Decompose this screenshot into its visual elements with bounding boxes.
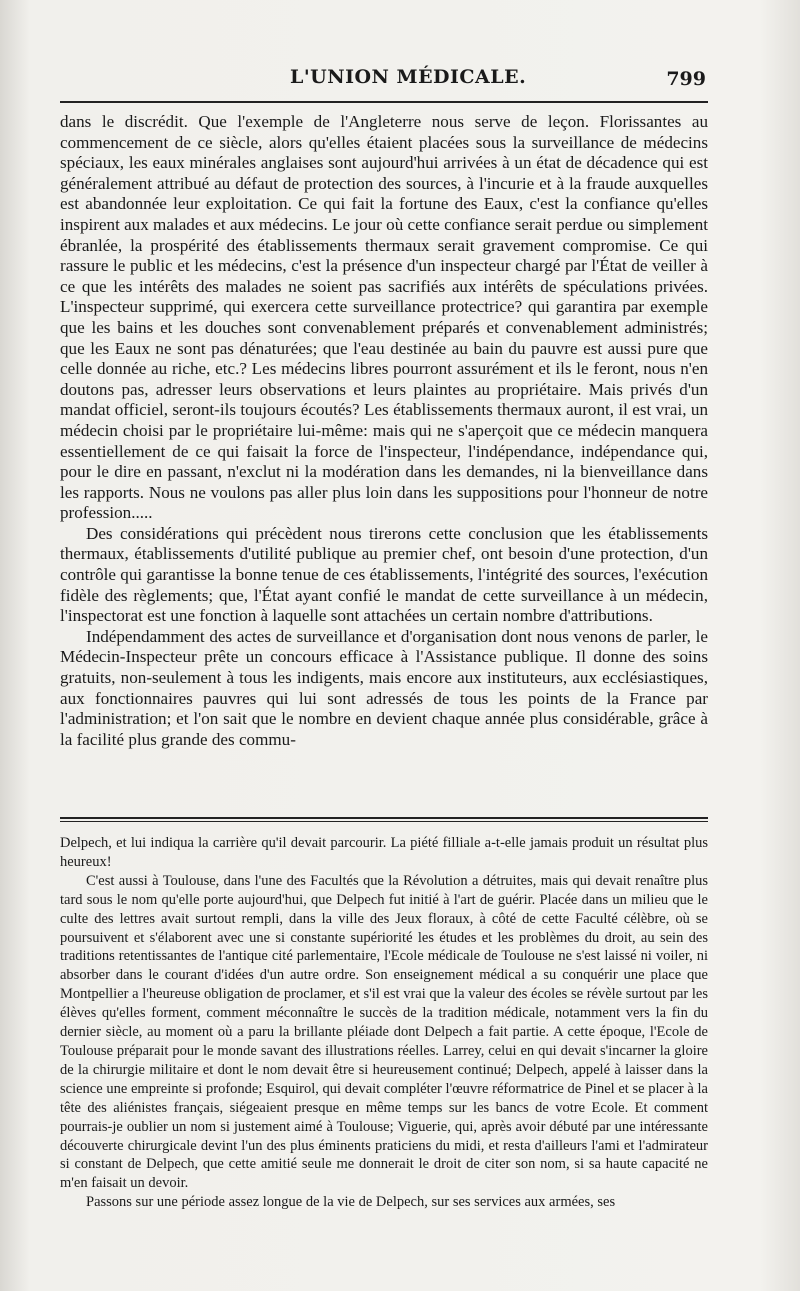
footnote-paragraph: Passons sur une période assez longue de la vie de Delpech, sur ses services aux armées, ses xyxy=(86,1194,616,1211)
footnotes xyxy=(60,834,708,1212)
main-paragraph: Indépendamment des actes de surveillance et d'organisation dont nous venons de parler, le Médecin-Inspecteur prête un concours efficace à l'Assistance publique. Il donne des soins gratuits, non-seulement à tous les indigents, mais encore aux instituteurs, aux ecclésiastiques, aux fonctionnaires pauvres qui lui sont adressés de tous les points de la France par l'administration; et l'on sait que le nombre en devient chaque année plus considérable, grâce à la facilité plus grande des commu- xyxy=(60,626,708,749)
main-text xyxy=(60,112,708,750)
page-number: 799 xyxy=(666,68,706,90)
main-paragraph: dans le discrédit. Que l'exemple de l'Angleterre nous serve de leçon. Florissantes au commencement de ce siècle, alors qu'elles étaient placées sous la surveillance de médecins spéciaux, les eaux minérales anglaises sont aujourd'hui arrivées à un état de décadence qui est généralement attribué au défaut de protection des sources, à l'incurie et à la fraude auxquelles est abandonnée leur exploitation. Ce qui fait la fortune des Eaux, c'est la confiance qu'elles inspirent aux malades et aux médecins. Le jour où cette confiance serait perdue ou simplement ébranlée, la prospérité des établissements thermaux serait gravement compromise. Ce qui rassure le public et les médecins, c'est la présence d'un inspecteur chargé par l'État de veiller à ce que les intérêts des malades ne soient pas sacrifiés aux intérêts de spéculations privées. L'inspecteur supprimé, qui exercera cette surveillance protectrice? qui garantira par exemple que les bains et les douches sont convenablement préparés et convenablement administrés; que les Eaux ne sont pas dénaturées; que l'eau destinée au bain du pauvre est aussi pure que celle donnée au riche, etc.? Les médecins libres pourront assurément et ils le feront, nous n'en doutons pas, adresser leurs observations et leurs plaintes au propriétaire. Mais privés d'un mandat officiel, seront-ils toujours écoutés? Les établissements thermaux auront, il est vrai, un médecin choisi par le propriétaire lui-même: mais qui ne s'aperçoit que ce médecin manquera essentiellement de ce qui faisait la force de l'inspecteur, l'indépendance, indépendance qui, pour le dire en passant, n'exclut ni la modération dans les demandes, ni la bienveillance dans les rapports. Nous ne voulons pas aller plus loin dans les suppositions pour l'honneur de notre profession..... xyxy=(60,112,708,523)
header-rule xyxy=(60,101,708,103)
main-paragraph: Des considérations qui précèdent nous tirerons cette conclusion que les établissements thermaux, établissements d'utilité publique au premier chef, ont besoin d'une protection, d'un contrôle qui garantisse la bonne tenue de ces établissements, l'intégrité des sources, l'exécution fidèle des règlements; que, l'État ayant confié le mandat de cette surveillance à un médecin, l'inspectorat est une fonction à laquelle sont attachées un certain nombre d'attributions. xyxy=(60,523,708,626)
footnote-paragraph: C'est aussi à Toulouse, dans l'une des Facultés que la Révolution a détruites, mais qui devait renaître plus tard sous le nom qu'elle porte aujourd'hui, que Delpech fut initié à l'art de guérir. Placée dans un milieu que le culte des lettres avait surtout rempli, dans la ville des Jeux floraux, à côté de cette Faculté célèbre, où se poursuivent et s'élaborent avec une si constante supériorité les études et les problèmes du droit, au sein des traditions retentissantes de l'antique cité parlementaire, l'Ecole médicale de Toulouse ne s'est laissé ni voiler, ni absorber dans le courant d'idées d'un autre ordre. Son enseignement médical a su conquérir une place que Montpellier a l'heureuse obligation de proclamer, et s'il est vrai que la valeur des écoles se révèle surtout par les élèves qu'elles forment, comment méconnaître le succès de la tradition médicale, notamment vers la fin du dernier siècle, au moment où a paru la brillante pléiade dont Delpech a fait partie. A cette époque, l'Ecole de Toulouse préparait pour le monde savant des illustrations réelles. Larrey, celui en qui devait s'incarner la gloire de la chirurgie militaire et dont le nom devait être si heureusement continué; Delpech, appelé à laisser dans la science une empreinte si profonde; Esquirol, qui devait compléter l'œuvre réformatrice de Pinel et se placer à la tête des aliénistes français, siégeaient presque en même temps sur les bancs de votre Ecole. Et comment pourrais-je oublier un nom si justement aimé à Toulouse; Viguerie, qui, après avoir débuté par une intéressante découverte chirurgicale devint l'un des plus éminents praticiens du midi, et resta d'ailleurs l'ami et l'admirateur si constant de Delpech, que cette amitié seule me donnerait le droit de citer son nom, si sa haute capacité ne m'en faisait un devoir. xyxy=(60,872,708,1192)
page-header xyxy=(60,62,708,98)
footnote-rule xyxy=(60,817,708,822)
running-title: L'UNION MÉDICALE. xyxy=(290,66,527,88)
footnote-paragraph: Delpech, et lui indiqua la carrière qu'il devait parcourir. La piété filliale a-t-elle jamais produit un résultat plus heureux! xyxy=(60,835,708,870)
